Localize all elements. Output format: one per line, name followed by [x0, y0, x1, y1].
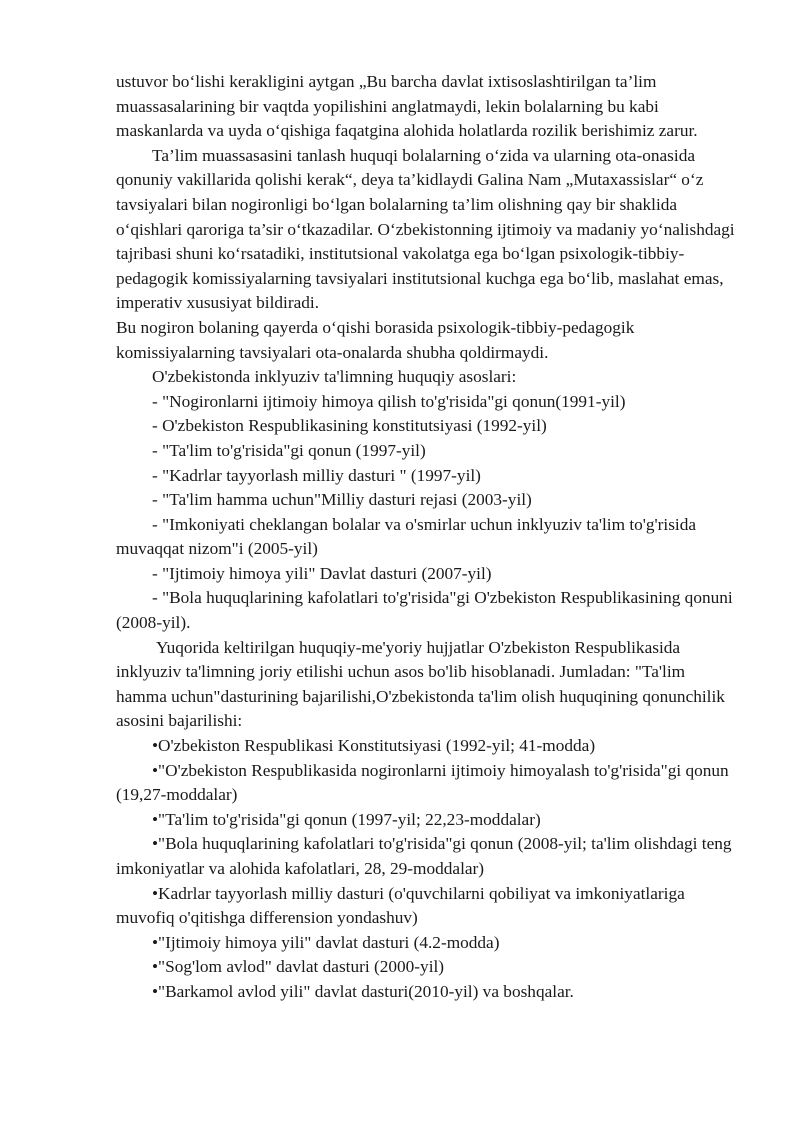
list-item: •O'zbekiston Respublikasi Konstitutsiyasi (1992-yil; 41-modda)	[152, 736, 596, 756]
list-item: •"Ijtimoiy himoya yili" davlat dasturi (4.2-modda)	[152, 932, 500, 952]
list-item: - "Kadrlar tayyorlash milliy dasturi " (1997-yil)	[152, 465, 481, 485]
list-item: - "Ijtimoiy himoya yili" Davlat dasturi (2007-yil)	[152, 563, 492, 583]
paragraph: Bu nogiron bolaning qayerda o‘qishi borasida psixologik-tibbiy-pedagogik komissiyalarning tavsiyalari ota-onalarda shubha qoldirmaydi.	[116, 317, 635, 362]
list-item: •"O'zbekiston Respublikasida nogironlarni ijtimoiy himoyalash to'g'risida"gi qonun (19,27-moddalar)	[116, 760, 729, 805]
list-item: - "Ta'lim hamma uchun"Milliy dasturi rejasi (2003-yil)	[152, 490, 532, 510]
list-item: •"Barkamol avlod yili" davlat dasturi(2010-yil) va boshqalar.	[152, 981, 574, 1001]
paragraph: ustuvor bo‘lishi kerakligini aytgan „Bu barcha davlat ixtisoslashtirilgan ta’lim muassasalarining bir vaqtda yopilishini anglatmaydi, lekin bolalarning bu kabi maskanlarda va uyda o‘qishiga faqatgina alohida holatlarda rozilik berishimiz zarur.	[116, 72, 698, 141]
list-item: - "Ta'lim to'g'risida"gi qonun (1997-yil)	[152, 440, 426, 460]
list-item: •"Bola huquqlarining kafolatlari to'g'risida"gi qonun (2008-yil; ta'lim olishdagi teng imkoniyatlar va alohida kafolatlari, 28, 29-moddalar)	[116, 834, 732, 878]
section-heading: O'zbekistonda inklyuziv ta'limning huquqiy asoslari:	[152, 367, 517, 387]
list-item: •"Ta'lim to'g'risida"gi qonun (1997-yil; 22,23-moddalar)	[152, 809, 541, 829]
list-item: - "Nogironlarni ijtimoiy himoya qilish to'g'risida"gi qonun(1991-yil)	[152, 391, 626, 411]
paragraph: Ta’lim muassasasini tanlash huquqi bolalarning o‘zida va ularning ota-onasida qonuniy vakillarida qolishi kerak“, deya ta’kidlaydi Galina Nam „Mutaxassislar“ o‘z tavsiyalari bilan nogironligi bo‘lgan bolalarning ta’lim olishning qay bir shaklida o‘qishlari qaroriga ta’sir o‘tkazadilar. O‘zbekistonning ijtimoiy va madaniy yo‘nalishdagi tajribasi shuni ko‘rsatadiki, institutsional vakolatga ega bo‘lgan psixologik-tibbiy-pedagogik komissiyalarning tavsiyalari institutsional kuchga ega bo‘lib, maslahat emas, imperativ xususiyat bildiradi.	[116, 145, 735, 313]
list-item: •Kadrlar tayyorlash milliy dasturi (o'quvchilarni qobiliyat va imkoniyatlariga muvofiq o'qitishga differension yondashuv)	[116, 883, 685, 928]
document-body	[116, 70, 736, 1005]
list-item: •"Sog'lom avlod" davlat dasturi (2000-yil)	[152, 957, 445, 977]
paragraph: Yuqorida keltirilgan huquqiy-me'yoriy hujjatlar O'zbekiston Respublikasida inklyuziv ta'limning joriy etilishi uchun asos bo'lib hisoblanadi. Jumladan: "Ta'lim hamma uchun"dasturining bajarilishi,O'zbekistonda ta'lim olish huquqining qonunchilik asosini bajarilishi:	[116, 637, 725, 731]
list-item: - "Imkoniyati cheklangan bolalar va o'smirlar uchun inklyuziv ta'lim to'g'risida muvaqqat nizom"i (2005-yil)	[116, 514, 697, 559]
list-item: - "Bola huquqlarining kafolatlari to'g'risida"gi O'zbekiston Respublikasining qonuni (2008-yil).	[116, 588, 733, 633]
list-item: - O'zbekiston Respublikasining konstitutsiyasi (1992-yil)	[152, 416, 547, 436]
